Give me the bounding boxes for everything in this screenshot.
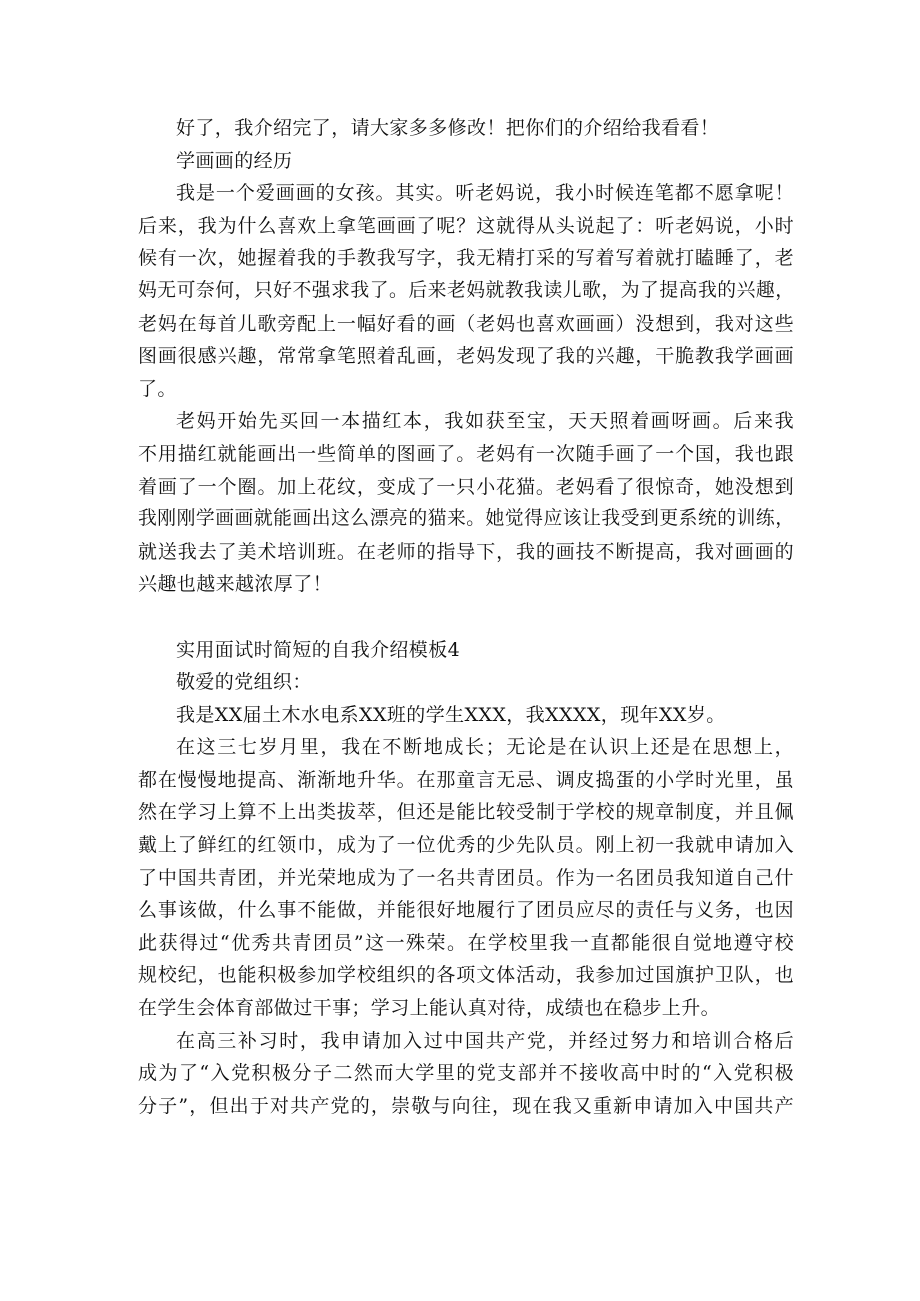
text-line: 我是一个爱画画的女孩。其实。听老妈说，我小时候连笔都不愿拿呢！ [176, 182, 794, 205]
document-page [138, 112, 794, 1122]
text-line: 妈无可奈何，只好不强求我了。后来老妈就教我读儿歌，为了提高我的兴趣， [138, 279, 794, 301]
text-line: 在这三七岁月里，我在不断地成长；无论是在认识上还是在思想上， [176, 736, 794, 759]
text-line: 分子”，但出于对共产党的，崇敬与向往，现在我又重新申请加入中国共产 [138, 1094, 794, 1117]
text-line: 后来，我为什么喜欢上拿笔画画了呢？这就得从头说起了：听老妈说，小时 [138, 214, 794, 237]
paragraph [138, 1025, 794, 1123]
text-line: 候有一次，她握着我的手教我写字，我无精打采的写着写着就打瞌睡了，老 [138, 247, 794, 270]
text-line: 了中国共青团，并光荣地成为了一名共青团员。作为一名团员我知道自己什 [138, 866, 794, 889]
paragraph [138, 731, 794, 1024]
text-line: 老妈在每首儿歌旁配上一幅好看的画（老妈也喜欢画画）没想到，我对这些 [138, 312, 794, 335]
text-line: 就送我去了美术培训班。在老师的指导下，我的画技不断提高，我对画画的 [138, 540, 794, 563]
salutation: 敬爱的党组织： [176, 671, 312, 694]
text-line: 不用描红就能画出一些简单的图画了。老妈有一次随手画了一个国，我也跟 [138, 442, 794, 465]
text-line: 此获得过“优秀共青团员”这一殊荣。在学校里我一直都能很自觉地遵守校 [138, 931, 794, 954]
text-line: 我是XX届土木水电系XX班的学生XXX，我XXXX，现年XX岁。 [176, 703, 726, 726]
text-line: 老妈开始先买回一本描红本，我如获至宝，天天照着画呀画。后来我 [176, 410, 794, 433]
paragraph [138, 177, 794, 405]
blank-line [138, 601, 794, 634]
text-line: 了。 [138, 377, 177, 400]
text-line: 我刚刚学画画就能画出这么漂亮的猫来。她觉得应该让我受到更系统的训练， [138, 508, 794, 530]
section-title-drawing-experience: 学画画的经历 [176, 149, 293, 172]
closing-line: 好了，我介绍完了，请大家多多修改！把你们的介绍给我看看！ [176, 117, 720, 139]
text-line: 戴上了鲜红的红领巾，成为了一位优秀的少先队员。刚上初一我就申请加入 [138, 834, 794, 857]
text-line: 在高三补习时，我申请加入过中国共产党，并经过努力和培训合格后 [176, 1029, 794, 1052]
paragraph [138, 405, 794, 601]
text-line: 着画了一个圈。加上花纹，变成了一只小花猫。老妈看了很惊奇，她没想到 [138, 475, 794, 498]
text-line: 兴趣也越来越浓厚了！ [138, 573, 333, 596]
text-line: 都在慢慢地提高、渐渐地升华。在那童言无忌、调皮捣蛋的小学时光里，虽 [138, 768, 794, 791]
text-line: 么事该做，什么事不能做，并能很好地履行了团员应尽的责任与义务，也因 [138, 899, 794, 922]
text-line: 成为了“入党积极分子二然而大学里的党支部并不接收高中时的“入党积极 [138, 1062, 794, 1085]
text-line: 图画很感兴趣，常常拿笔照着乱画，老妈发现了我的兴趣，干脆教我学画画 [138, 345, 794, 368]
section-title-interview-template: 实用面试时简短的自我介绍模板4 [176, 638, 461, 661]
text-line: 规校纪，也能积极参加学校组织的各项文体活动，我参加过国旗护卫队，也 [138, 964, 794, 987]
text-line: 在学生会体育部做过干事；学习上能认真对待，成绩也在稳步上升。 [138, 997, 721, 1020]
text-line: 然在学习上算不上出类拔萃，但还是能比较受制于学校的规章制度，并且佩 [138, 801, 794, 824]
paragraph [138, 699, 794, 732]
